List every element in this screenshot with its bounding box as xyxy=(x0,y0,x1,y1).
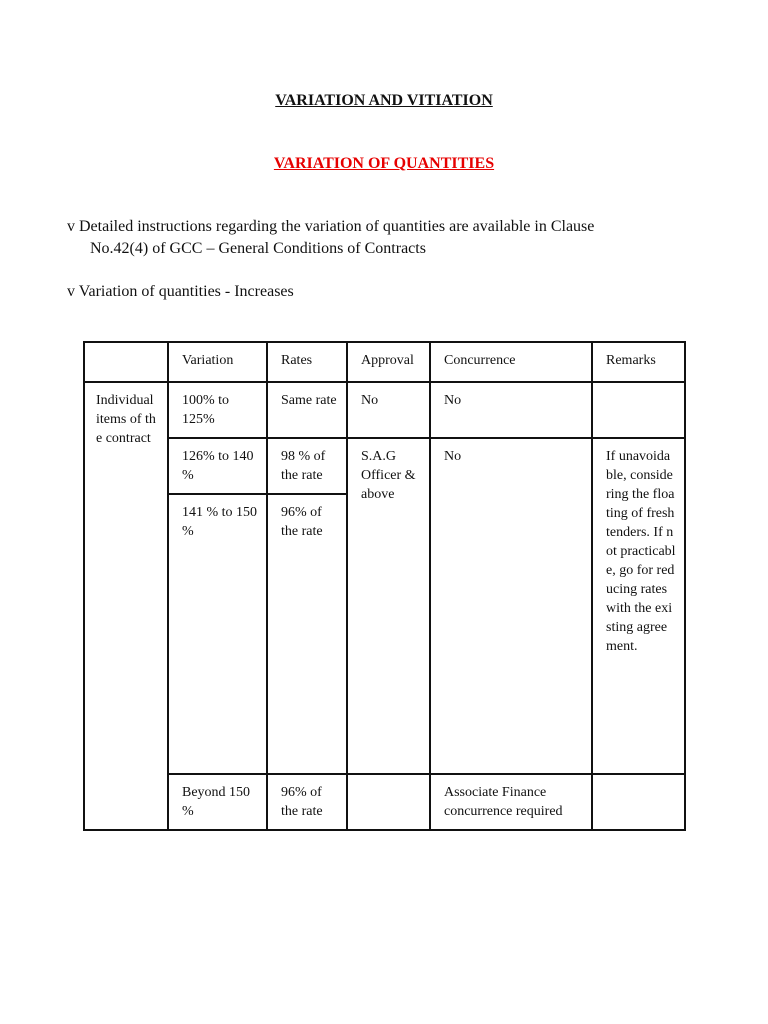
cell-rates: Same rate xyxy=(267,382,347,438)
cell-concurrence: No xyxy=(430,438,592,774)
variation-table xyxy=(83,341,686,831)
header-concurrence: Concurrence xyxy=(430,342,592,382)
document-title: VARIATION AND VITIATION xyxy=(275,92,493,109)
bullet-instructions-line2: No.42(4) of GCC – General Conditions of Contracts xyxy=(90,240,426,257)
cell-rates: 96% of the rate xyxy=(267,494,347,774)
cell-variation: 100% to 125% xyxy=(168,382,267,438)
header-rates: Rates xyxy=(267,342,347,382)
cell-remarks xyxy=(592,774,685,830)
header-empty xyxy=(84,342,168,382)
header-remarks: Remarks xyxy=(592,342,685,382)
header-variation: Variation xyxy=(168,342,267,382)
table-row xyxy=(84,774,685,830)
cell-concurrence: Associate Finance concurrence required xyxy=(430,774,592,830)
cell-approval: No xyxy=(347,382,430,438)
header-approval: Approval xyxy=(347,342,430,382)
cell-approval: S.A.G Officer & above xyxy=(347,438,430,774)
table-row xyxy=(84,438,685,494)
cell-variation: Beyond 150 % xyxy=(168,774,267,830)
bullet-increases: v Variation of quantities - Increases xyxy=(67,283,294,300)
cell-variation: 126% to 140 % xyxy=(168,438,267,494)
cell-rates: 98 % of the rate xyxy=(267,438,347,494)
bullet-instructions-line1: v Detailed instructions regarding the variation of quantities are available in Clause xyxy=(67,218,595,235)
cell-variation: 141 % to 150 % xyxy=(168,494,267,774)
cell-remarks: If unavoidable, considering the floating of fresh tenders. If not practicable, go for reducing rates with the existing agreement. xyxy=(592,438,685,774)
cell-concurrence: No xyxy=(430,382,592,438)
table-header-row xyxy=(84,342,685,382)
cell-approval xyxy=(347,774,430,830)
section-title: VARIATION OF QUANTITIES xyxy=(273,155,495,172)
cell-remarks xyxy=(592,382,685,438)
row-head-individual-items: Individual items of the contract xyxy=(84,382,168,830)
table-row xyxy=(84,382,685,438)
cell-rates: 96% of the rate xyxy=(267,774,347,830)
